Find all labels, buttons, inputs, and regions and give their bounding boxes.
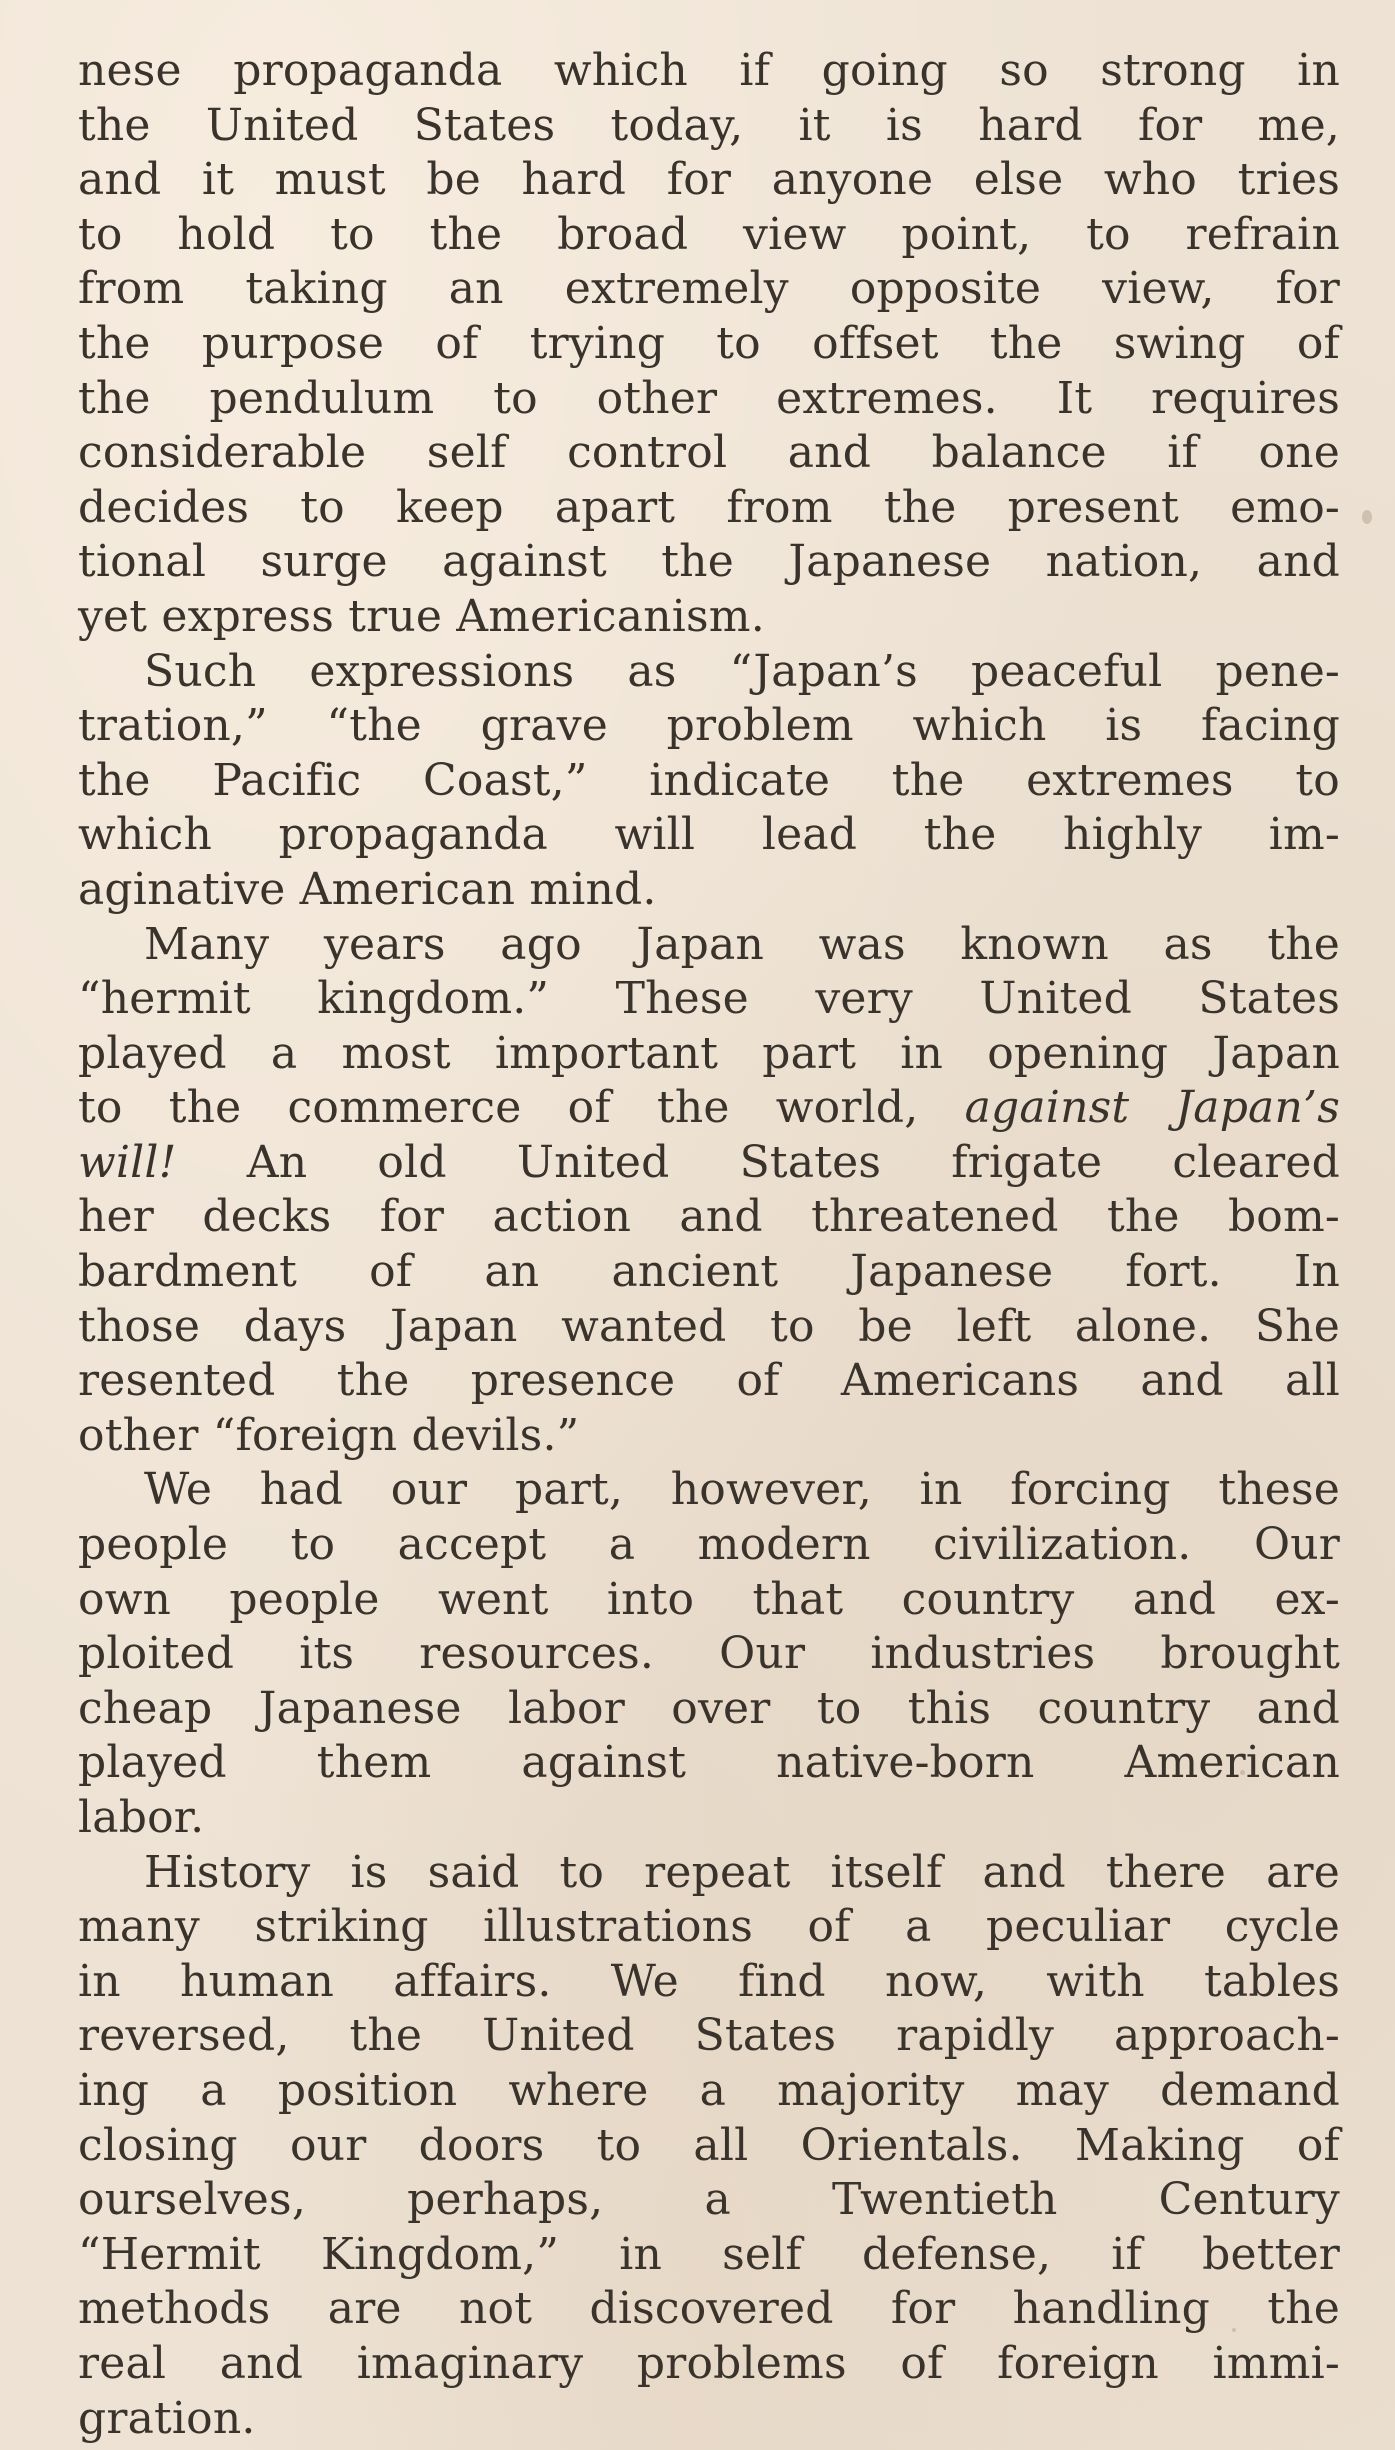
text-line: bardment of an ancient Japanese fort. In (78, 1246, 1340, 1298)
text-line: the United States today, it is hard for me, (78, 99, 1340, 151)
text-line: many striking illustrations of a peculiar cycle (78, 1901, 1340, 1953)
text-line: reversed, the United States rapidly approach- (78, 2010, 1340, 2062)
text-line: decides to keep apart from the present emo- (78, 481, 1340, 533)
text-line: and it must be hard for anyone else who tries (78, 154, 1340, 206)
text-line: closing our doors to all Orientals. Making of (78, 2119, 1340, 2171)
text-line: real and imaginary problems of foreign immi- (78, 2337, 1340, 2389)
text-line: people to accept a modern civilization. Our (78, 1519, 1340, 1571)
text-line: the pendulum to other extremes. It requires (78, 372, 1340, 424)
text-line: her decks for action and threatened the bom- (78, 1191, 1340, 1243)
paragraph-2 (78, 645, 1340, 918)
text-line: those days Japan wanted to be left alone. She (78, 1300, 1340, 1352)
text-line: History is said to repeat itself and there are (144, 1846, 1340, 1898)
italic-text-segment: will! (78, 1136, 177, 1188)
paragraph-3 (78, 918, 1340, 1464)
text-line-mixed (78, 1136, 1340, 1191)
text-line: played a most important part in opening Japan (78, 1027, 1340, 1079)
text-line: to hold to the broad view point, to refrain (78, 208, 1340, 260)
text-line: other “foreign devils.” (78, 1409, 580, 1461)
text-line: tional surge against the Japanese nation, and (78, 536, 1340, 588)
text-line: considerable self control and balance if one (78, 427, 1340, 479)
text-line: nese propaganda which if going so strong in (78, 45, 1340, 96)
text-line: labor. (78, 1792, 205, 1843)
text-line: own people went into that country and ex- (78, 1573, 1340, 1625)
text-line: played them against native-born American (78, 1737, 1340, 1789)
text-line: the Pacific Coast,” indicate the extremes to (78, 754, 1340, 806)
paper-speck (1232, 2328, 1236, 2332)
paper-speck (1362, 510, 1372, 524)
paper-speck (1240, 1770, 1245, 1775)
text-line: yet express true Americanism. (78, 590, 765, 642)
text-line: tration,” “the grave problem which is facing (78, 700, 1340, 752)
paragraph-5 (78, 1846, 1340, 2447)
text-line-mixed (78, 1081, 1340, 1136)
text-line: the purpose of trying to offset the swing of (78, 317, 1340, 369)
text-segment: to the commerce of the world, (78, 1082, 965, 1134)
text-line: ploited its resources. Our industries brought (78, 1628, 1340, 1680)
text-line: gration. (78, 2392, 256, 2444)
text-segment: An old United States frigate cleared (176, 1136, 1340, 1188)
text-line: ourselves, perhaps, a Twentieth Century (78, 2174, 1340, 2226)
page-text (78, 44, 1340, 2446)
paragraph-4 (78, 1463, 1340, 1845)
text-line: aginative American mind. (78, 863, 657, 915)
text-line: from taking an extremely opposite view, for (78, 263, 1340, 315)
text-line: in human affairs. We find now, with tables (78, 1955, 1340, 2007)
text-line: We had our part, however, in forcing these (144, 1464, 1340, 1516)
italic-text-segment: against Japan’s (964, 1082, 1340, 1134)
text-line: “Hermit Kingdom,” in self defense, if better (78, 2228, 1340, 2280)
text-line: Many years ago Japan was known as the (144, 918, 1340, 970)
paragraph-1 (78, 44, 1340, 645)
text-line: resented the presence of Americans and all (78, 1355, 1340, 1407)
text-line: Such expressions as “Japan’s peaceful pene- (144, 645, 1340, 697)
text-line: methods are not discovered for handling the (78, 2283, 1340, 2335)
text-line: ing a position where a majority may demand (78, 2064, 1340, 2116)
text-line: which propaganda will lead the highly im- (78, 809, 1340, 861)
text-line: cheap Japanese labor over to this country and (78, 1682, 1340, 1734)
text-line: “hermit kingdom.” These very United States (78, 973, 1340, 1025)
